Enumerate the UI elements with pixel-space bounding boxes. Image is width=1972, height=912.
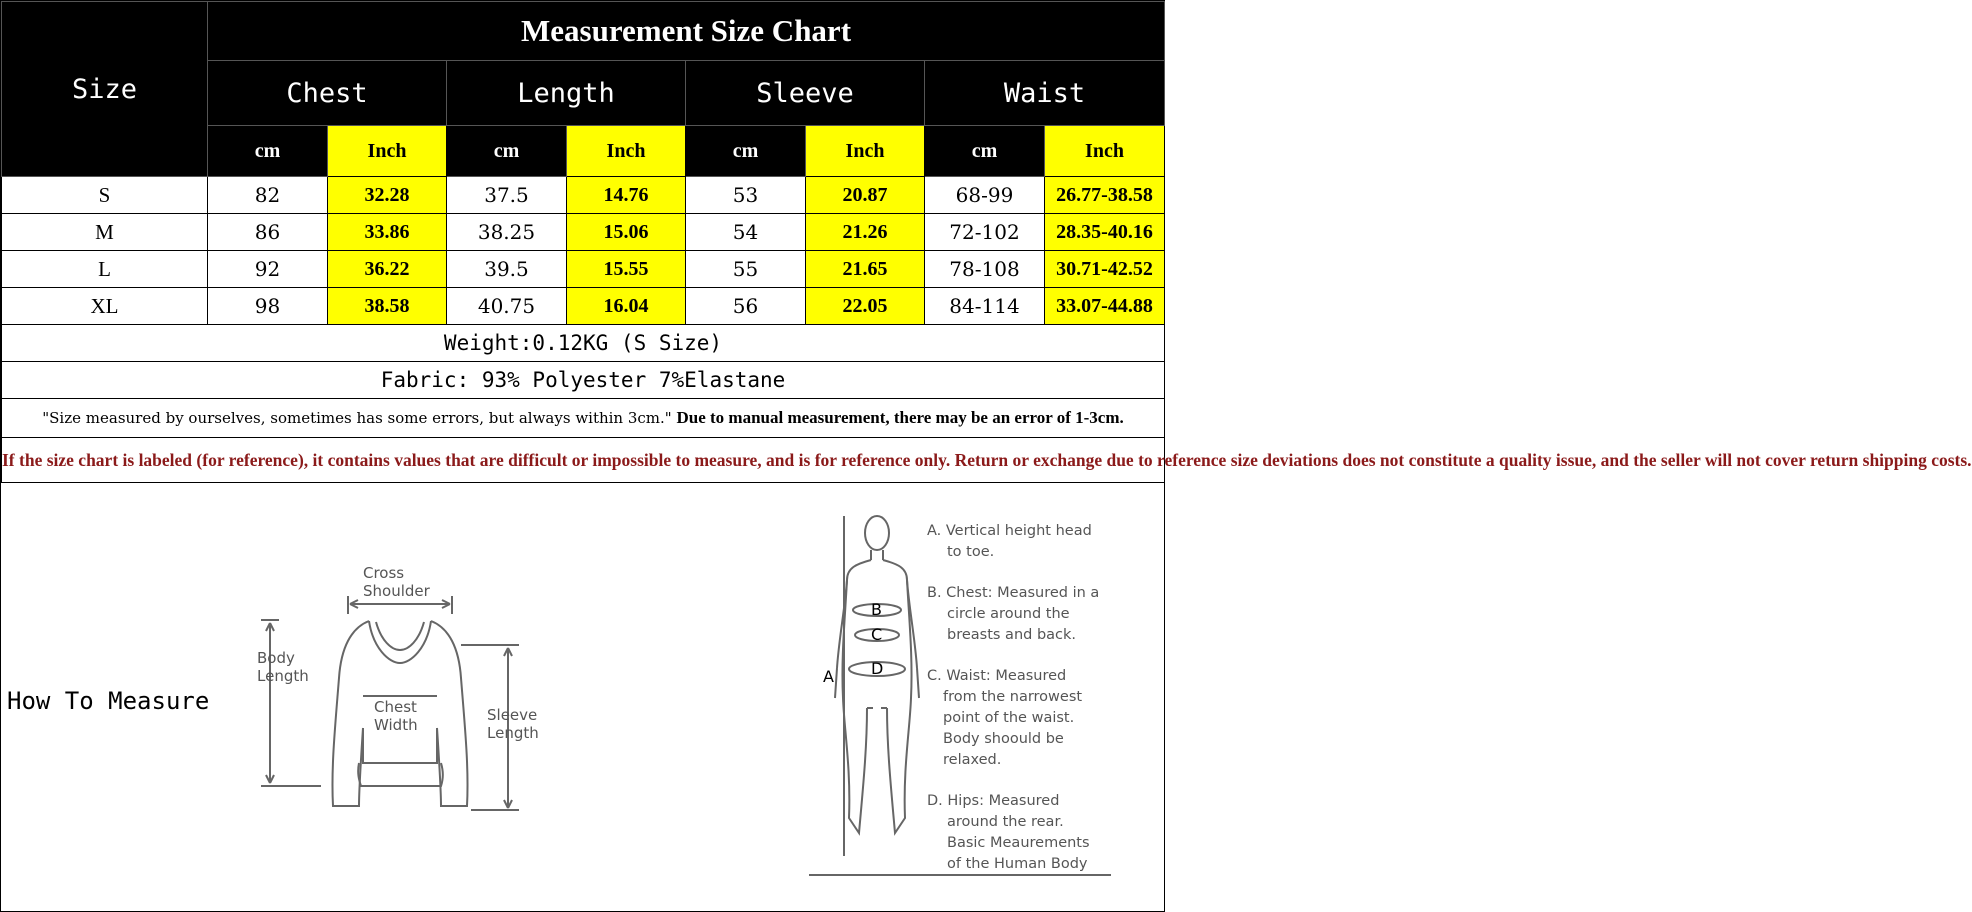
length-inch-header: Inch [567, 126, 686, 177]
sleeve-cm-cell: 54 [686, 214, 806, 251]
sleeve-cm-cell: 56 [686, 288, 806, 325]
weight-info: Weight:0.12KG (S Size) [2, 325, 1165, 362]
table-row [2, 251, 1165, 288]
measured-note-text: "Size measured by ourselves, sometimes has some errors, but always within 3cm." [42, 409, 672, 427]
legend-line: around the rear. [947, 814, 1064, 830]
legend-line: circle around the [947, 606, 1070, 622]
chest-cm-cell: 86 [208, 214, 328, 251]
chest-inch-cell: 32.28 [328, 177, 447, 214]
size-column-header: Size [2, 2, 208, 177]
cross-shoulder-label: Cross [363, 564, 405, 582]
sleeve-cm-header: cm [686, 126, 806, 177]
body-length-label: Length [257, 667, 309, 685]
table-row [2, 288, 1165, 325]
chest-inch-header: Inch [328, 126, 447, 177]
label-a: A [823, 667, 834, 686]
legend-a [927, 521, 1127, 563]
sleeve-inch-cell: 21.65 [806, 251, 925, 288]
chest-cm-header: cm [208, 126, 328, 177]
chest-inch-cell: 33.86 [328, 214, 447, 251]
waist-cm-cell: 68-99 [925, 177, 1045, 214]
fabric-info: Fabric: 93% Polyester 7%Elastane [2, 362, 1165, 399]
legend-line: D. Hips: Measured [927, 793, 1060, 809]
chest-inch-cell: 38.58 [328, 288, 447, 325]
sleeve-inch-cell: 21.26 [806, 214, 925, 251]
legend-c [927, 666, 1127, 771]
waist-inch-cell: 30.71-42.52 [1045, 251, 1165, 288]
waist-cm-cell: 78-108 [925, 251, 1045, 288]
legend-line: point of the waist. [943, 710, 1075, 726]
size-cell: XL [2, 288, 208, 325]
legend-line: from the narrowest [943, 689, 1083, 705]
length-inch-cell: 14.76 [567, 177, 686, 214]
label-b: B [871, 600, 882, 619]
length-cm-cell: 39.5 [447, 251, 567, 288]
legend-line: Body shoould be [943, 731, 1064, 747]
label-c: C [871, 625, 883, 644]
legend-line: C. Waist: Measured [927, 668, 1067, 684]
chest-width-label: Width [374, 716, 418, 734]
length-cm-header: cm [447, 126, 567, 177]
table-row [2, 177, 1165, 214]
body-length-label: Body [257, 649, 295, 667]
length-inch-cell: 15.55 [567, 251, 686, 288]
waist-inch-cell: 33.07-44.88 [1045, 288, 1165, 325]
legend-b [927, 583, 1127, 646]
waist-cm-header: cm [925, 126, 1045, 177]
legend-line: relaxed. [943, 752, 1002, 768]
length-inch-cell: 16.04 [567, 288, 686, 325]
how-to-measure-section [1, 488, 1164, 911]
chest-inch-cell: 36.22 [328, 251, 447, 288]
sleeve-length-label: Length [487, 724, 539, 742]
table-row [2, 214, 1165, 251]
chart-title: Measurement Size Chart [208, 2, 1165, 61]
sleeve-inch-cell: 22.05 [806, 288, 925, 325]
reference-warning: If the size chart is labeled (for reference), it contains values that are difficult or impossible to measure, and is for reference only. Return or exchange due to reference size deviations does not constitute a quality issue, and the seller will not cover return shipping costs. [2, 438, 1165, 483]
legend-line: to toe. [947, 544, 995, 560]
manual-note-text: Due to manual measurement, there may be an error of 1-3cm. [676, 408, 1124, 427]
chest-header: Chest [208, 61, 447, 126]
length-cm-cell: 38.25 [447, 214, 567, 251]
waist-inch-cell: 28.35-40.16 [1045, 214, 1165, 251]
chest-cm-cell: 98 [208, 288, 328, 325]
chest-cm-cell: 82 [208, 177, 328, 214]
chest-width-label: Chest [374, 698, 417, 716]
how-to-measure-label: How To Measure [7, 687, 210, 715]
waist-inch-header: Inch [1045, 126, 1165, 177]
waist-cm-cell: 72-102 [925, 214, 1045, 251]
label-d: D [871, 659, 884, 678]
waist-inch-cell: 26.77-38.58 [1045, 177, 1165, 214]
size-cell: S [2, 177, 208, 214]
length-header: Length [447, 61, 686, 126]
legend-line: breasts and back. [947, 627, 1077, 643]
size-cell: L [2, 251, 208, 288]
legend-line: Basic Meaurements [947, 835, 1090, 851]
measurement-note [2, 399, 1165, 438]
legend-line: A. Vertical height head [927, 523, 1092, 539]
chest-cm-cell: 92 [208, 251, 328, 288]
sleeve-cm-cell: 55 [686, 251, 806, 288]
sleeve-cm-cell: 53 [686, 177, 806, 214]
sleeve-inch-cell: 20.87 [806, 177, 925, 214]
legend-line: of the Human Body [947, 856, 1088, 872]
sleeve-header: Sleeve [686, 61, 925, 126]
cross-shoulder-label: Shoulder [363, 582, 430, 600]
length-inch-cell: 15.06 [567, 214, 686, 251]
length-cm-cell: 37.5 [447, 177, 567, 214]
size-chart-table [1, 1, 1972, 483]
sleeve-inch-header: Inch [806, 126, 925, 177]
sleeve-length-label: Sleeve [487, 706, 538, 724]
length-cm-cell: 40.75 [447, 288, 567, 325]
legend-d [927, 791, 1127, 875]
waist-cm-cell: 84-114 [925, 288, 1045, 325]
size-cell: M [2, 214, 208, 251]
legend-line: B. Chest: Measured in a [927, 585, 1100, 601]
waist-header: Waist [925, 61, 1165, 126]
